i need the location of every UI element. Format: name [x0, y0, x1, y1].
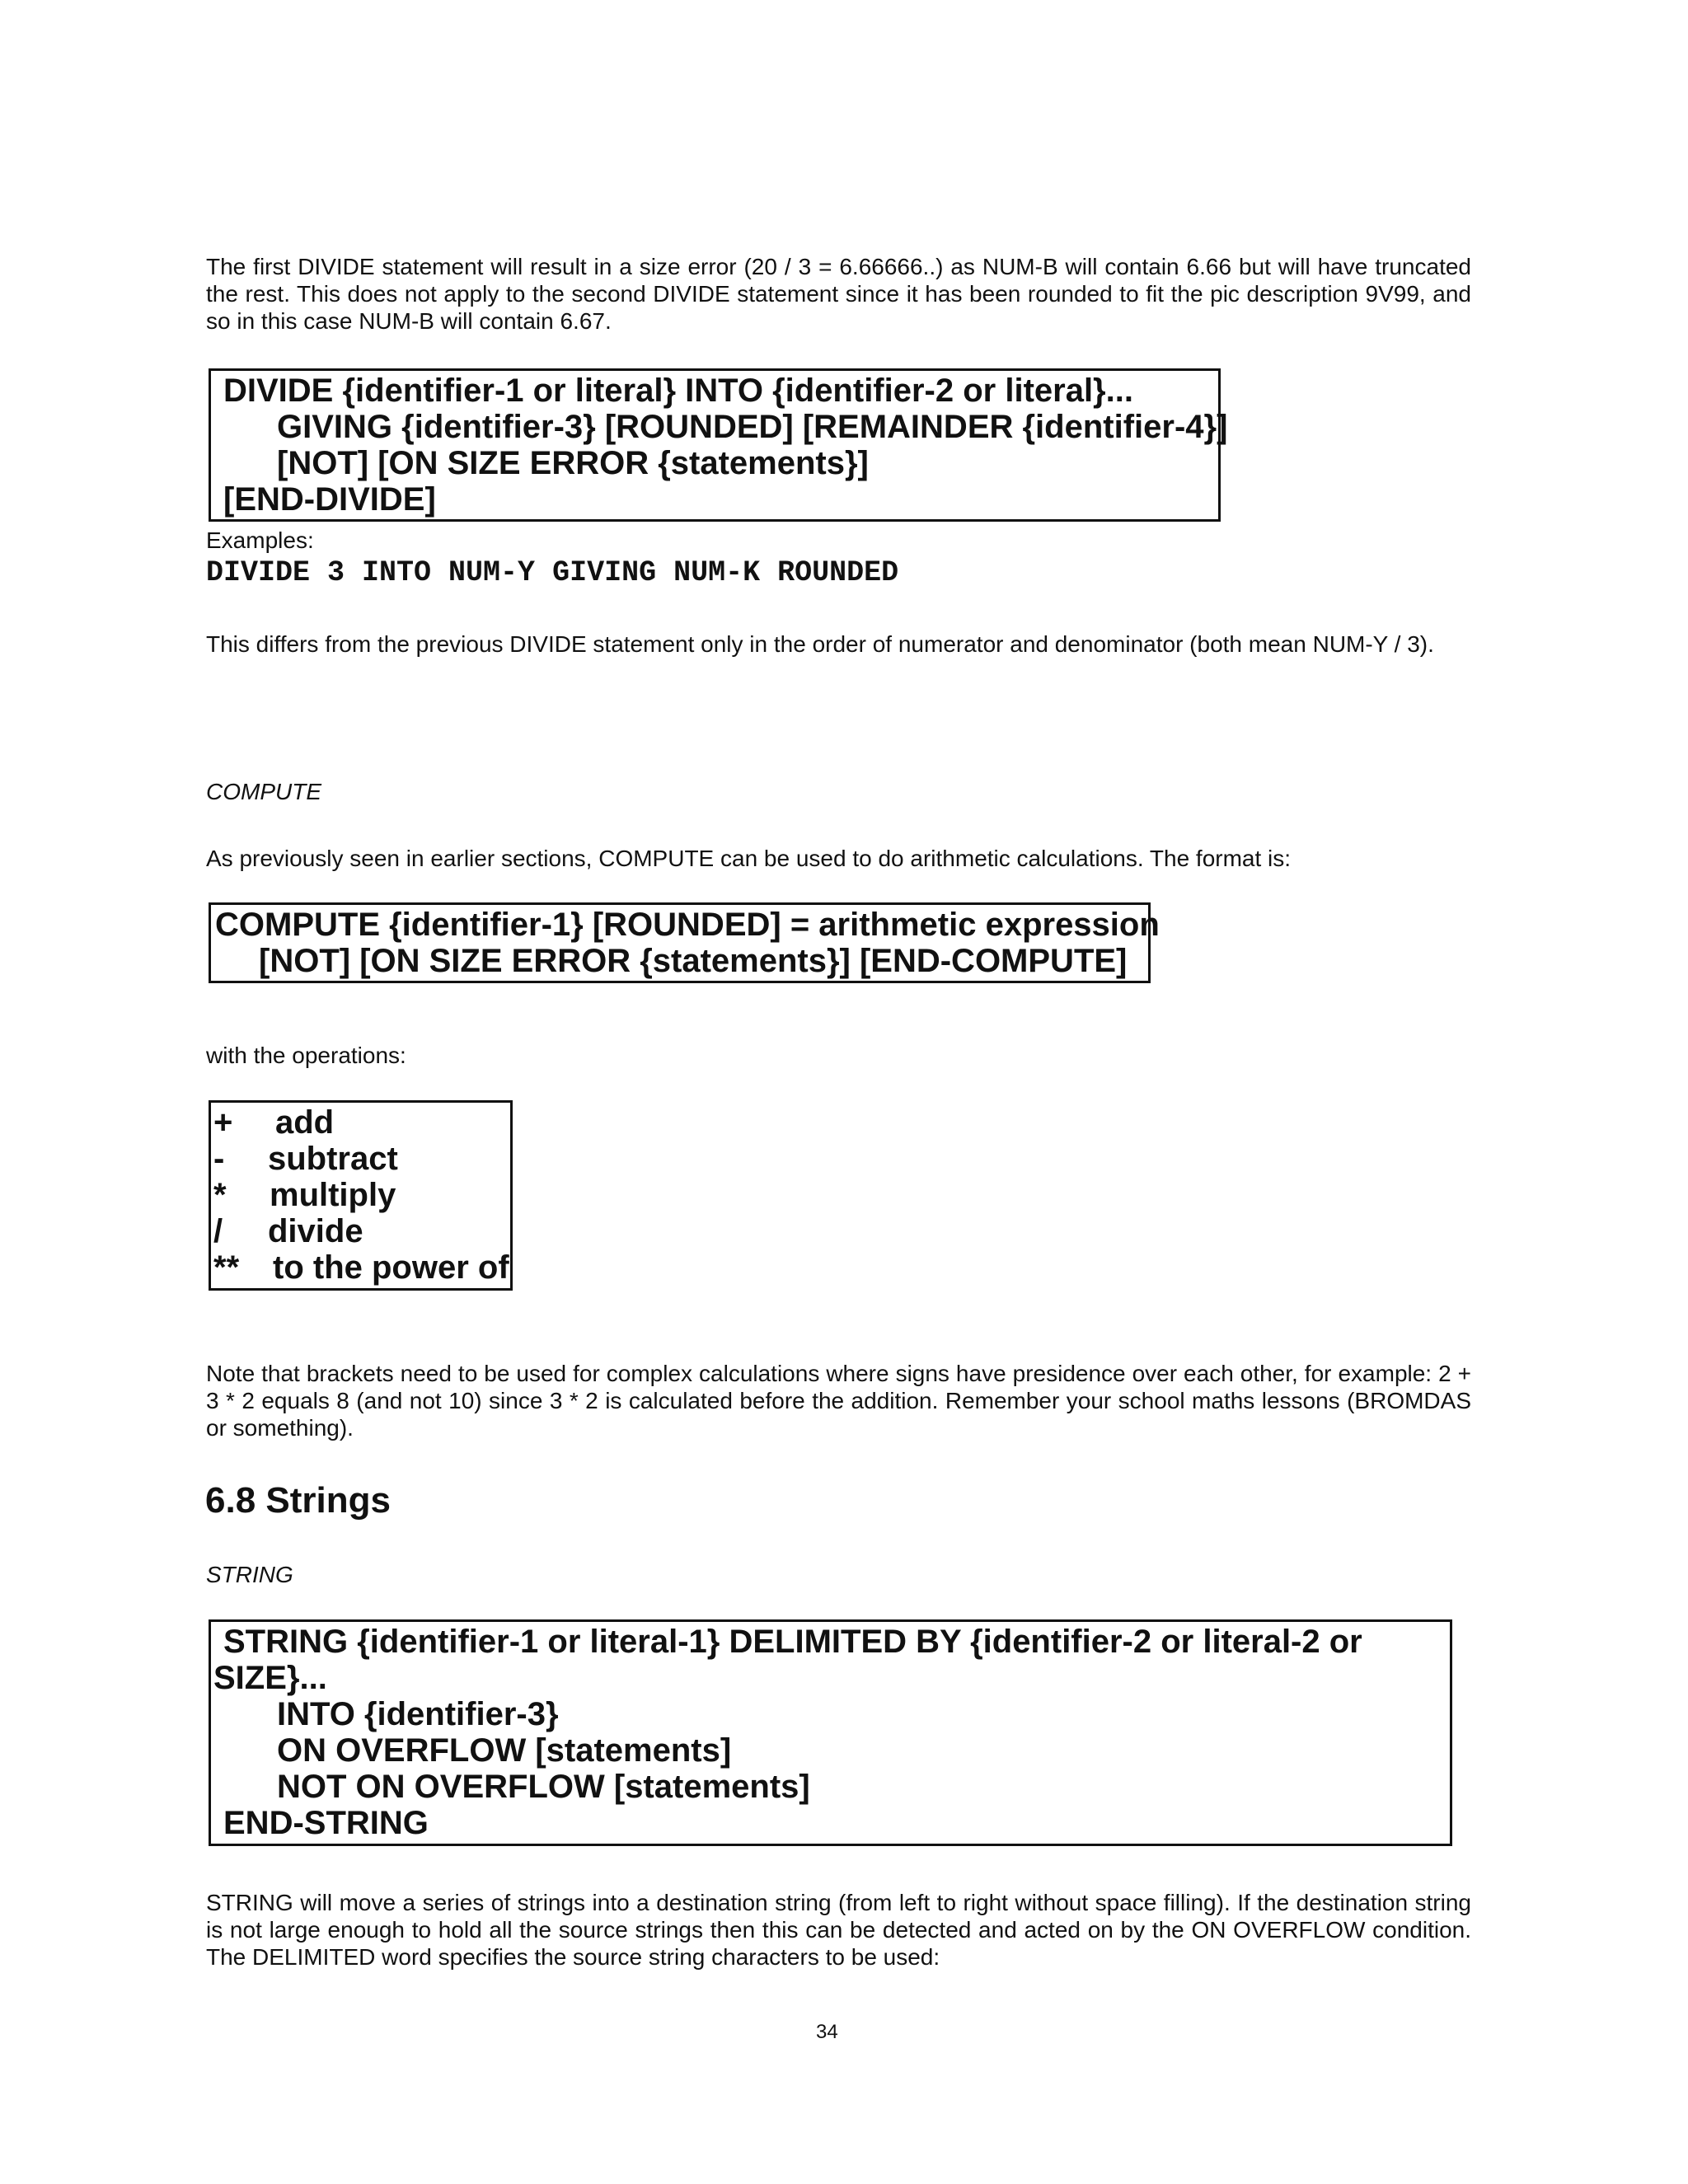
divide-syntax-line-3: [NOT] [ON SIZE ERROR {statements}] — [277, 445, 869, 481]
example-code: DIVIDE 3 INTO NUM-Y GIVING NUM-K ROUNDED — [206, 556, 899, 589]
operation-symbol: / — [213, 1213, 223, 1249]
intro-paragraph — [206, 253, 1471, 335]
compute-paragraph — [206, 845, 1471, 872]
divide-syntax-line-2: GIVING {identifier-3} [ROUNDED] [REMAINDER {identifier-4}] — [277, 409, 1228, 445]
operation-name: divide — [268, 1213, 363, 1249]
compute-syntax-line-2: [NOT] [ON SIZE ERROR {statements}] [END-COMPUTE] — [259, 943, 1128, 979]
string-syntax-line-5: END-STRING — [223, 1805, 429, 1841]
page-number: 34 — [816, 2021, 838, 2043]
string-paragraph — [206, 1889, 1471, 1971]
operation-row — [213, 1177, 396, 1214]
operation-row — [213, 1249, 509, 1286]
operation-symbol: + — [213, 1104, 233, 1141]
string-paragraph-text: STRING will move a series of strings into a destination string (from left to right without space filling). If the destination string is not large enough to hold all the source strings then this can be detected and acted on by the ON OVERFLOW condition. The DELIMITED word specifies the source string characters to be used: — [206, 1890, 1471, 1970]
divide-syntax-box — [209, 368, 1228, 522]
examples-label: Examples: — [206, 527, 314, 553]
operation-symbol: * — [213, 1177, 227, 1213]
string-syntax-line-2: INTO {identifier-3} — [277, 1696, 559, 1732]
intro-paragraph-text: The first DIVIDE statement will result in a size error (20 / 3 = 6.66666..) as NUM-B will contain 6.66 but will have truncated the rest. This does not apply to the second DIVIDE statement since it has been rounded to fit the pic description 9V99, and so in this case NUM-B will contain 6.67. — [206, 254, 1471, 334]
operation-symbol: ** — [213, 1249, 240, 1286]
operations-box — [209, 1100, 513, 1291]
note-paragraph-text: Note that brackets need to be used for complex calculations where signs have presidence over each other, for example: 2 + 3 * 2 equals 8 (and not 10) since 3 * 2 is calculated before the addition. Remember your school maths lessons (BROMDAS or something). — [206, 1361, 1471, 1441]
operation-name: add — [275, 1104, 335, 1141]
section-heading: 6.8 Strings — [205, 1480, 391, 1521]
note-paragraph — [206, 1360, 1471, 1441]
string-syntax-line-1-continued: SIZE}... — [213, 1660, 327, 1696]
compute-paragraph-text: As previously seen in earlier sections, COMPUTE can be used to do arithmetic calculations. The format is: — [206, 846, 1292, 871]
compute-label: COMPUTE — [206, 779, 321, 804]
differs-paragraph — [206, 630, 1471, 658]
divide-syntax-line-4: [END-DIVIDE] — [223, 481, 436, 518]
differs-paragraph-text: This differs from the previous DIVIDE statement only in the order of numerator and denominator (both mean NUM-Y / 3). — [206, 631, 1434, 657]
string-label: STRING — [206, 1562, 293, 1587]
string-syntax-line-3: ON OVERFLOW [statements] — [277, 1732, 732, 1769]
operation-row — [213, 1213, 363, 1250]
operation-name: to the power of — [273, 1249, 509, 1286]
string-syntax-box — [209, 1619, 1452, 1846]
divide-syntax-line-1: DIVIDE {identifier-1 or literal} INTO {identifier-2 or literal}... — [223, 373, 1133, 409]
string-syntax-line-1: STRING {identifier-1 or literal-1} DELIMITED BY {identifier-2 or literal-2 or — [223, 1624, 1362, 1660]
compute-syntax-box — [209, 902, 1160, 983]
string-syntax-line-4: NOT ON OVERFLOW [statements] — [277, 1769, 810, 1805]
operation-row — [213, 1141, 398, 1178]
operation-name: subtract — [268, 1141, 398, 1177]
operation-name: multiply — [270, 1177, 396, 1213]
compute-syntax-line-1: COMPUTE {identifier-1} [ROUNDED] = arithmetic expression — [215, 907, 1160, 943]
operation-row — [213, 1104, 334, 1141]
operation-symbol: - — [213, 1141, 225, 1177]
operations-label: with the operations: — [206, 1043, 406, 1068]
